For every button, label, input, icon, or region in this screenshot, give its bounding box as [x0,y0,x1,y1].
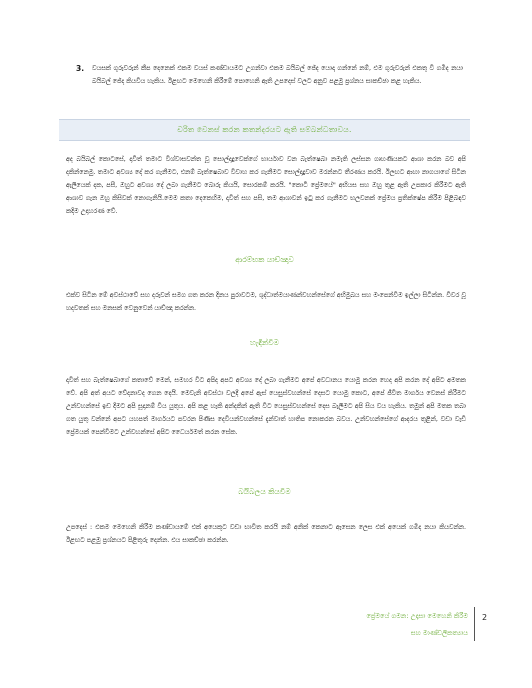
section-title-opening-prayer: ආරම්භක යාච්ඤාව [235,255,294,264]
paragraph-opening-prayer: එක්ව සිටින මේ අවස්ථාවේ සහ දරුවන් සමග ගත කරන දිනය පුරාවටම, ශුද්ධාත්මයාණන්වහන්සේගේ අභිමුඛය සහ මංපෙන්වීම ඉල්ලා සිටින්න. විවර වූ හදවතක් සහ මනසක් වෙනුවෙන් යාච්ඤා කරන්න. [66,291,466,312]
paragraph-introduction: දාවිත් සහ බැත්ෂෙබාගේ කතාවේ මෙන්, සමහර විට අපිද අපට අවශ්‍ය දේ ලබා ගැනීමට අපේ අවධානය යොමු කරන හෙද අපි කරන දේ අපිට අමතක වේ. අපි අත් අයට වේදනාවද ගෙන දෙයි. මෙවැනි අවස්ථා වලදී අපේ ඇස් යෙසුස්වහන්සේ දෙසට යොමු කොට, අපේ ජීවිත මාර්ගය වෙනස් කිරීමට උන්වහන්සේ ඉඩ දීමට අපි සූදානම් විය යුතුය. අපි කළ හැකි අන්දකින් ඇති විට යෙසුස්වහන්සේ දෙස බැලීමට අපි සිය වය හැකිය. තමුන් අපි මතක තබා ගත යුතු වන්නේ අපට යහපත් මාර්ගයට පවරන පිණිස දෙවියන්වහන්සේ දැන්වාත් හාතිප නොකරන බවය. උන්වහන්සේගේ ආදරය තුළින්, වඩා වැඩි ප්‍රේමයක් පෙන්වීමට උන්වහන්සේ අපිට ධෛර්යමත් කරන සේක. [66,376,466,436]
list-item-text: වයසක් ගුරුවරුන් කීප දෙනෙක් එකම වයස් කණ්ඩායමට උගන්වා එකම බයිබල් ජේද යොදා ගන්නේ නම්, එම ගුරුවරුන් එකතු වී ගමිද නයා බයිබල් ජේද කියවිය හැකිය. ඊළඟට මෙහෙනි කිරීමේ පොහෙනි ඇති උපදෙස් වලට අනුව පළමු ප්‍රශ්නය සාකච්ඡා කළ හැකිය. [92,64,463,85]
footer-title-line1: ප්‍රේමයේ ගමන: උදෑසා මෙහෙනි කිරීම [366,612,468,620]
paragraph-bible-reading: උපදෙස් : එකම මෙහෙනි කිරීම කණ්ඩායමේ එක් අයෙකුට වඩා භාවිත කරයි නම් අනික් කෙනාට ඇසෙන ලෙස එක් අයෙක් ගමිද නයා කියවන්න. ඊළඟට පළමු ප්‍රශ්නයට පිළිතුරු දෙන්න. එය සාකච්ඡා කරන්න. [66,523,466,544]
paragraph-story-connection: අද බයිබල් කොටසේ, දාවිත් තමාට විශ්වාසවන්ත වූ සොල්දාදුවෙක්ගේ භාර්යාව වන බැත්ෂෙබා නමැති ලස්සන ගෘහණියකට ආශා කරන බව අපි දකින්නෙමු. තමාට අවශ්‍ය දේ කර ගැනීමට, එනම් බැත්ෂෙබාව විවාහ කර ගැනීමට සොල්දාදුවාව මරන්නට තීරණය කරයි. ඊලඟට ආහා නාගයාගේ සිටින ඇලියෙක් දක, පසී, ඔහුට අවශ්‍ය දේ ලබා ගැනීමට බොරු කියයි, සොරකම් කරයි. "කොටි ප්‍රේමයේ" අභියස සහ ඔහු තුළ ඇති උපකාර කිරීමට ඇති ආශාව ගැන ඔහු කිසිවක් නොගැනියි.මෙම කතා දෙකෙහිම, දාවිත් සහ පසි, තම ආශාවන් ඉටු කර ගැනීමට භලවනක් ප්‍රේමය ප්‍රතික්ෂේප කිරීම පිළිබඳව කදිම උදාහරණ වේ. [66,155,466,215]
section-title-story-connection: චරිත වෙනස් කරන කතන්දරයට ඇති සම්බන්ධතාවය. [177,125,352,134]
page-number: 2 [482,613,488,622]
footer-title-line2: සහ මාණ්ඩලිකත්‍යාය [410,629,468,637]
section-banner [59,119,470,141]
list-item-number: 3. [76,64,85,73]
section-title-introduction: හැඳින්වීම [249,338,280,347]
footer-divider [474,607,475,641]
section-title-bible-reading: බයිබලය කියවීම [238,487,291,496]
